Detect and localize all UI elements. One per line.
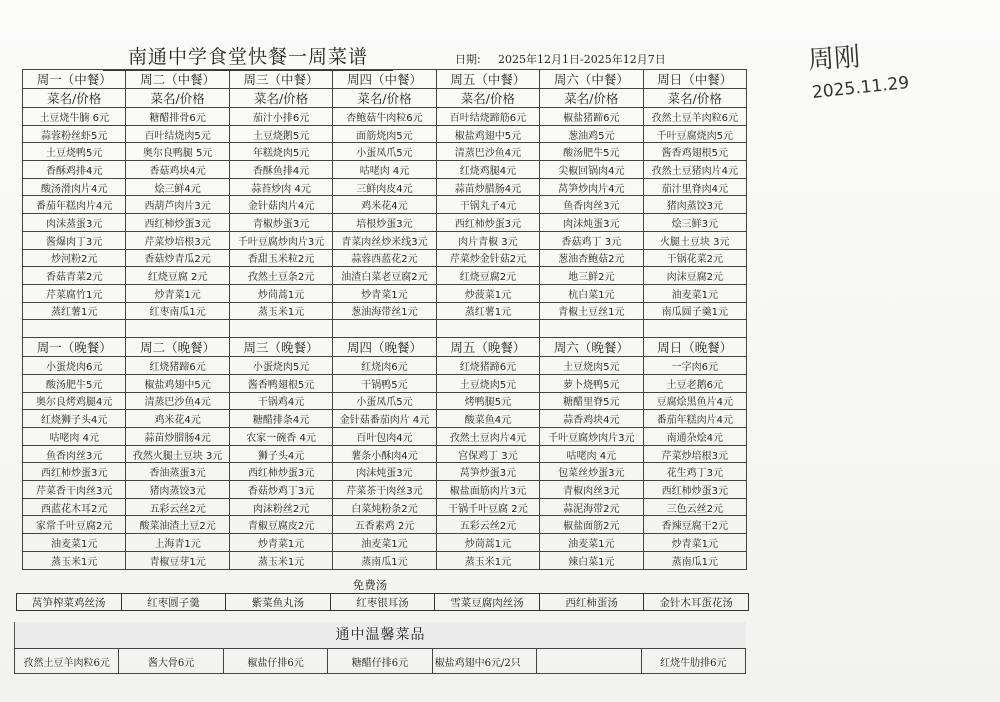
dish-cell: 烩三鲜3元 (643, 214, 746, 232)
dinner-row (23, 481, 747, 499)
dinner-row (23, 357, 747, 375)
dish-cell: 红烧肉6元 (333, 357, 436, 375)
dish-cell: 香酥鸡排4元 (23, 161, 126, 179)
soup-cell: 红枣圆子羹 (121, 594, 226, 611)
column-subheader: 菜名/价格 (333, 89, 436, 108)
section-gap-row (23, 320, 747, 338)
dinner-row (23, 392, 747, 410)
dinner-header-row (23, 338, 747, 357)
dish-cell: 辣白菜1元 (540, 551, 643, 569)
lunch-header-row (23, 70, 747, 89)
signature-name: 周刚 (807, 42, 862, 76)
day-header: 周日（中餐） (643, 70, 746, 89)
dish-cell: 土豆烧鸭5元 (23, 143, 126, 161)
dish-cell: 香菇鸡块4元 (126, 161, 229, 179)
dish-cell: 年糕烧肉5元 (229, 143, 332, 161)
specials-section (14, 622, 746, 674)
dish-cell: 狮子头4元 (229, 445, 332, 463)
dish-cell: 地三鲜2元 (540, 267, 643, 285)
dish-cell: 鸡米花4元 (333, 196, 436, 214)
page-title: 南通中学食堂快餐一周菜谱 (103, 42, 393, 71)
day-header: 周五（晚餐） (436, 338, 539, 357)
dish-cell: 肉片青椒 3元 (436, 231, 539, 249)
dish-cell: 炒茼蒿1元 (436, 534, 539, 552)
dish-cell: 小蛋凤爪5元 (333, 392, 436, 410)
soup-cell: 雪菜豆腐肉丝汤 (435, 594, 540, 611)
dish-cell: 西红柿炒蛋3元 (436, 214, 539, 232)
dish-cell: 三色云丝2元 (643, 498, 746, 516)
special-dish-cell: 糖醋仔排6元 (328, 649, 432, 674)
dish-cell: 糖醋里脊5元 (540, 392, 643, 410)
dinner-row (23, 428, 747, 446)
dish-cell: 酸汤肥牛5元 (23, 374, 126, 392)
lunch-row (23, 161, 747, 179)
dish-cell: 红枣南瓜1元 (126, 302, 229, 320)
dish-cell: 芹菜炒培根3元 (126, 231, 229, 249)
dish-cell: 蒸红薯1元 (436, 302, 539, 320)
dish-cell: 白菜炖粉条2元 (333, 498, 436, 516)
dish-cell: 清蒸巴沙鱼4元 (126, 392, 229, 410)
dish-cell: 干锅鸭5元 (333, 374, 436, 392)
dish-cell: 尖椒回锅肉4元 (540, 161, 643, 179)
lunch-row (23, 214, 747, 232)
dish-cell: 千叶豆腐烧肉5元 (643, 125, 746, 143)
date-label: 日期: (455, 53, 481, 66)
dish-cell: 椒盐猪蹄6元 (540, 108, 643, 126)
dish-cell: 土豆烧牛腩 6元 (23, 108, 126, 126)
dish-cell: 茄汁里脊肉4元 (643, 178, 746, 196)
dish-cell: 酸菜油渣土豆2元 (126, 516, 229, 534)
dish-cell: 烩三鲜4元 (126, 178, 229, 196)
dish-cell: 肉沫豆腐2元 (643, 267, 746, 285)
dish-cell: 百叶结烧肉5元 (126, 125, 229, 143)
dish-cell: 西葫芦肉片3元 (126, 196, 229, 214)
dish-cell: 炒青菜1元 (229, 534, 332, 552)
empty-cell (540, 320, 643, 338)
free-soup-title: 免费汤 (352, 578, 388, 592)
dish-cell: 鸡米花4元 (126, 410, 229, 428)
dish-cell: 芹菜炒金针菇2元 (436, 249, 539, 267)
empty-cell (23, 320, 126, 338)
day-header: 周三（晚餐） (229, 338, 332, 357)
dish-cell: 葱油鸡5元 (540, 125, 643, 143)
dish-cell: 猪肉蒸饺3元 (643, 196, 746, 214)
dish-cell: 萝卜烧鸭5元 (540, 374, 643, 392)
dish-cell: 小蛋烧肉6元 (23, 357, 126, 375)
dish-cell: 青椒炒蛋3元 (229, 214, 332, 232)
dish-cell: 炒青菜1元 (126, 284, 229, 302)
dish-cell: 蒸玉米1元 (229, 551, 332, 569)
dish-cell: 蒸南瓜1元 (643, 551, 746, 569)
dinner-row (23, 516, 747, 534)
specials-table (14, 648, 746, 674)
dish-cell: 椒盐鸡翅中5元 (436, 125, 539, 143)
dish-cell: 宫保鸡丁 3元 (436, 445, 539, 463)
date-range: 2025年12月1日-2025年12月7日 (498, 53, 666, 66)
dish-cell: 蒸红薯1元 (23, 302, 126, 320)
column-subheader: 菜名/价格 (540, 89, 643, 108)
dish-cell: 蒜泥海带2元 (540, 498, 643, 516)
dish-cell: 清蒸巴沙鱼4元 (436, 143, 539, 161)
column-subheader: 菜名/价格 (126, 89, 229, 108)
column-subheader: 菜名/价格 (23, 89, 126, 108)
empty-cell (333, 320, 436, 338)
dish-cell: 蒸玉米1元 (229, 302, 332, 320)
dish-cell: 孜然土豆条2元 (229, 267, 332, 285)
lunch-row (23, 143, 747, 161)
dish-cell: 芹菜腐竹1元 (23, 284, 126, 302)
dish-cell: 咕咾肉 4元 (333, 161, 436, 179)
dish-cell: 香菇炒青瓜2元 (126, 249, 229, 267)
dish-cell: 红烧豆腐 2元 (126, 267, 229, 285)
dish-cell: 培根炒蛋3元 (333, 214, 436, 232)
dish-cell: 油麦菜1元 (643, 284, 746, 302)
dish-cell: 包菜丝炒蛋3元 (540, 463, 643, 481)
dish-cell: 南瓜圆子羹1元 (643, 302, 746, 320)
dish-cell: 番茄年糕肉片4元 (643, 410, 746, 428)
dish-cell: 椒盐面筋肉片3元 (436, 481, 539, 499)
day-header: 周三（中餐） (229, 70, 332, 89)
free-soup-table (16, 593, 749, 611)
day-header: 周日（晚餐） (643, 338, 746, 357)
dish-cell: 土豆烧肉5元 (436, 374, 539, 392)
dish-cell: 花生鸡丁3元 (643, 463, 746, 481)
dish-cell: 土豆老鹅6元 (643, 374, 746, 392)
dish-cell: 香辣豆腐干2元 (643, 516, 746, 534)
lunch-row (23, 231, 747, 249)
special-dish-cell (537, 649, 641, 674)
dinner-row (23, 445, 747, 463)
soup-cell: 莴笋榨菜鸡丝汤 (17, 594, 122, 611)
lunch-row (23, 284, 747, 302)
lunch-row (23, 302, 747, 320)
dish-cell: 香菇炒鸡丁3元 (229, 481, 332, 499)
dish-cell: 芹菜香干肉丝3元 (23, 481, 126, 499)
column-subheader: 菜名/价格 (643, 89, 746, 108)
dish-cell: 咕咾肉 4元 (540, 445, 643, 463)
lunch-subheader-row (23, 89, 747, 108)
dish-cell: 鱼香肉丝3元 (540, 196, 643, 214)
dish-cell: 五香素鸡 2元 (333, 516, 436, 534)
dish-cell: 蒸玉米1元 (23, 551, 126, 569)
dish-cell: 干锅鸡4元 (229, 392, 332, 410)
special-dish-cell: 红烧牛肋排6元 (641, 649, 745, 674)
dish-cell: 土豆烧肉5元 (540, 357, 643, 375)
dish-cell: 蒜蓉粉丝虾5元 (23, 125, 126, 143)
dish-cell: 火腿土豆块 3元 (643, 231, 746, 249)
dish-cell: 上海青1元 (126, 534, 229, 552)
dish-cell: 糖醋排骨6元 (126, 108, 229, 126)
dish-cell: 蒸玉米1元 (436, 551, 539, 569)
soup-cell: 紫菜鱼丸汤 (226, 594, 331, 611)
dish-cell: 红烧鸡腿4元 (436, 161, 539, 179)
dish-cell: 金针菇肉片4元 (229, 196, 332, 214)
dish-cell: 酸汤肥牛5元 (540, 143, 643, 161)
dinner-row (23, 463, 747, 481)
dinner-row (23, 551, 747, 569)
lunch-row (23, 178, 747, 196)
empty-cell (229, 320, 332, 338)
dish-cell: 肉沫蒸蛋3元 (23, 214, 126, 232)
lunch-row (23, 249, 747, 267)
day-header: 周二（中餐） (126, 70, 229, 89)
dish-cell: 百叶包肉4元 (333, 428, 436, 446)
empty-cell (436, 320, 539, 338)
dish-cell: 香菇青菜2元 (23, 267, 126, 285)
dish-cell: 红烧猪蹄6元 (126, 357, 229, 375)
dish-cell: 奥尔良鸭腿 5元 (126, 143, 229, 161)
column-subheader: 菜名/价格 (229, 89, 332, 108)
dish-cell: 蒜蓉西蓝花2元 (333, 249, 436, 267)
dish-cell: 椒盐鸡翅中5元 (126, 374, 229, 392)
dish-cell: 三鲜肉皮4元 (333, 178, 436, 196)
dish-cell: 香菇鸡丁 3元 (540, 231, 643, 249)
dish-cell: 酱爆肉丁3元 (23, 231, 126, 249)
dish-cell: 青椒肉丝3元 (540, 481, 643, 499)
dish-cell: 葱油海带丝1元 (333, 302, 436, 320)
dish-cell: 面筋烧肉5元 (333, 125, 436, 143)
dinner-row (23, 374, 747, 392)
lunch-row (23, 108, 747, 126)
lunch-row (23, 267, 747, 285)
dish-cell: 孜然土豆羊肉粒6元 (643, 108, 746, 126)
dish-cell: 百叶结烧蹄筋6元 (436, 108, 539, 126)
dish-cell: 孜然火腿土豆块 3元 (126, 445, 229, 463)
dish-cell: 酱香鸡翅根5元 (643, 143, 746, 161)
dish-cell: 杭白菜1元 (540, 284, 643, 302)
dish-cell: 南通杂烩4元 (643, 428, 746, 446)
dish-cell: 土豆烧鹅5元 (229, 125, 332, 143)
dish-cell: 莴笋炒肉片4元 (540, 178, 643, 196)
day-header: 周一（晚餐） (23, 338, 126, 357)
empty-cell (126, 320, 229, 338)
dinner-row (23, 534, 747, 552)
special-dish-cell: 孜然土豆羊肉粒6元 (15, 649, 119, 674)
signature-date: 2025.11.29 (811, 72, 911, 104)
dish-cell: 番茄年糕肉片4元 (23, 196, 126, 214)
dish-cell: 蒜苗炒腊肠4元 (436, 178, 539, 196)
dish-cell: 油麦菜1元 (23, 534, 126, 552)
dish-cell: 炒茼蒿1元 (229, 284, 332, 302)
dish-cell: 肉沫粉丝2元 (229, 498, 332, 516)
dish-cell: 西红柿炒蛋3元 (229, 463, 332, 481)
dish-cell: 茄汁小排6元 (229, 108, 332, 126)
dish-cell: 西红柿炒蛋3元 (643, 481, 746, 499)
dish-cell: 孜然土豆猪肉片4元 (643, 161, 746, 179)
dish-cell: 孜然土豆肉片4元 (436, 428, 539, 446)
dish-cell: 红烧狮子头4元 (23, 410, 126, 428)
soup-cell: 红枣银耳汤 (330, 594, 435, 611)
dish-cell: 干锅千叶豆腐 2元 (436, 498, 539, 516)
day-header: 周四（晚餐） (333, 338, 436, 357)
dish-cell: 肉沫炖蛋3元 (540, 214, 643, 232)
dinner-row (23, 410, 747, 428)
dish-cell: 芹菜茶干肉丝3元 (333, 481, 436, 499)
special-dish-cell: 椒盐鸡翅中6元/2只 (432, 649, 536, 674)
dish-cell: 莴笋炒蛋3元 (436, 463, 539, 481)
dish-cell: 西红柿炒蛋3元 (126, 214, 229, 232)
dish-cell: 小蛋烧肉5元 (229, 357, 332, 375)
dish-cell: 猪肉蒸饺3元 (126, 481, 229, 499)
dish-cell: 咕咾肉 4元 (23, 428, 126, 446)
dish-cell: 蒸南瓜1元 (333, 551, 436, 569)
dish-cell: 炒菠菜1元 (436, 284, 539, 302)
dish-cell: 西红柿炒蛋3元 (23, 463, 126, 481)
dish-cell: 五彩云丝2元 (436, 516, 539, 534)
dish-cell: 千叶豆腐炒肉片3元 (229, 231, 332, 249)
dish-cell: 蒜苔炒肉 4元 (229, 178, 332, 196)
dish-cell: 肉沫炖蛋3元 (333, 463, 436, 481)
dish-cell: 酱香鸭翅根5元 (229, 374, 332, 392)
dish-cell: 薯条小酥肉4元 (333, 445, 436, 463)
dish-cell: 酸汤滑肉片4元 (23, 178, 126, 196)
dish-cell: 金针菇番茄肉片 4元 (333, 410, 436, 428)
dish-cell: 酸菜鱼4元 (436, 410, 539, 428)
lunch-row (23, 196, 747, 214)
dish-cell: 红烧豆腐2元 (436, 267, 539, 285)
day-header: 周一（中餐） (23, 70, 126, 89)
dish-cell: 椒盐面筋2元 (540, 516, 643, 534)
dish-cell: 炒青菜1元 (643, 534, 746, 552)
day-header: 周六（中餐） (540, 70, 643, 89)
dish-cell: 青菜肉丝炒米线3元 (333, 231, 436, 249)
dish-cell: 葱油杏鲍菇2元 (540, 249, 643, 267)
dish-cell: 红烧猪蹄6元 (436, 357, 539, 375)
day-header: 周二（晚餐） (126, 338, 229, 357)
dish-cell: 干锅丸子4元 (436, 196, 539, 214)
soup-cell: 西红柿蛋汤 (539, 594, 644, 611)
dish-cell: 油渣白菜老豆腐2元 (333, 267, 436, 285)
dish-cell: 豆腐烩黑鱼片4元 (643, 392, 746, 410)
specials-title: 通中温馨菜品 (14, 622, 746, 648)
dinner-row (23, 498, 747, 516)
dish-cell: 蒜香鸡块4元 (540, 410, 643, 428)
day-header: 周六（晚餐） (540, 338, 643, 357)
dish-cell: 油麦菜1元 (540, 534, 643, 552)
dish-cell: 千叶豆腐炒肉片3元 (540, 428, 643, 446)
dish-cell: 炒河粉2元 (23, 249, 126, 267)
dish-cell: 青椒豆芽1元 (126, 551, 229, 569)
dish-cell: 青椒豆腐皮2元 (229, 516, 332, 534)
dish-cell: 糖醋排条4元 (229, 410, 332, 428)
dish-cell: 蒜苗炒腊肠4元 (126, 428, 229, 446)
dish-cell: 农家一碗香 4元 (229, 428, 332, 446)
dish-cell: 小蛋凤爪5元 (333, 143, 436, 161)
dish-cell: 鱼香肉丝3元 (23, 445, 126, 463)
day-header: 周四（中餐） (333, 70, 436, 89)
dish-cell: 烤鸭腿5元 (436, 392, 539, 410)
weekly-menu-table (22, 69, 747, 570)
dish-cell: 杏鲍菇牛肉粒6元 (333, 108, 436, 126)
special-dish-cell: 酱大骨6元 (119, 649, 223, 674)
dish-cell: 香油蒸蛋3元 (126, 463, 229, 481)
dish-cell: 香甜玉米粒2元 (229, 249, 332, 267)
dish-cell: 奥尔良烤鸡腿4元 (23, 392, 126, 410)
dish-cell: 西蓝花木耳2元 (23, 498, 126, 516)
special-dish-cell: 椒盐仔排6元 (223, 649, 327, 674)
dish-cell: 香酥鱼排4元 (229, 161, 332, 179)
dish-cell: 青椒土豆丝1元 (540, 302, 643, 320)
dish-cell: 干锅花菜2元 (643, 249, 746, 267)
lunch-row (23, 125, 747, 143)
dish-cell: 家常千叶豆腐2元 (23, 516, 126, 534)
soup-cell: 金针木耳蛋花汤 (644, 594, 749, 611)
dish-cell: 一字肉6元 (643, 357, 746, 375)
dish-cell: 芹菜炒培根3元 (643, 445, 746, 463)
empty-cell (643, 320, 746, 338)
column-subheader: 菜名/价格 (436, 89, 539, 108)
dish-cell: 炒青菜1元 (333, 284, 436, 302)
day-header: 周五（中餐） (436, 70, 539, 89)
dish-cell: 油麦菜1元 (333, 534, 436, 552)
dish-cell: 五彩云丝2元 (126, 498, 229, 516)
